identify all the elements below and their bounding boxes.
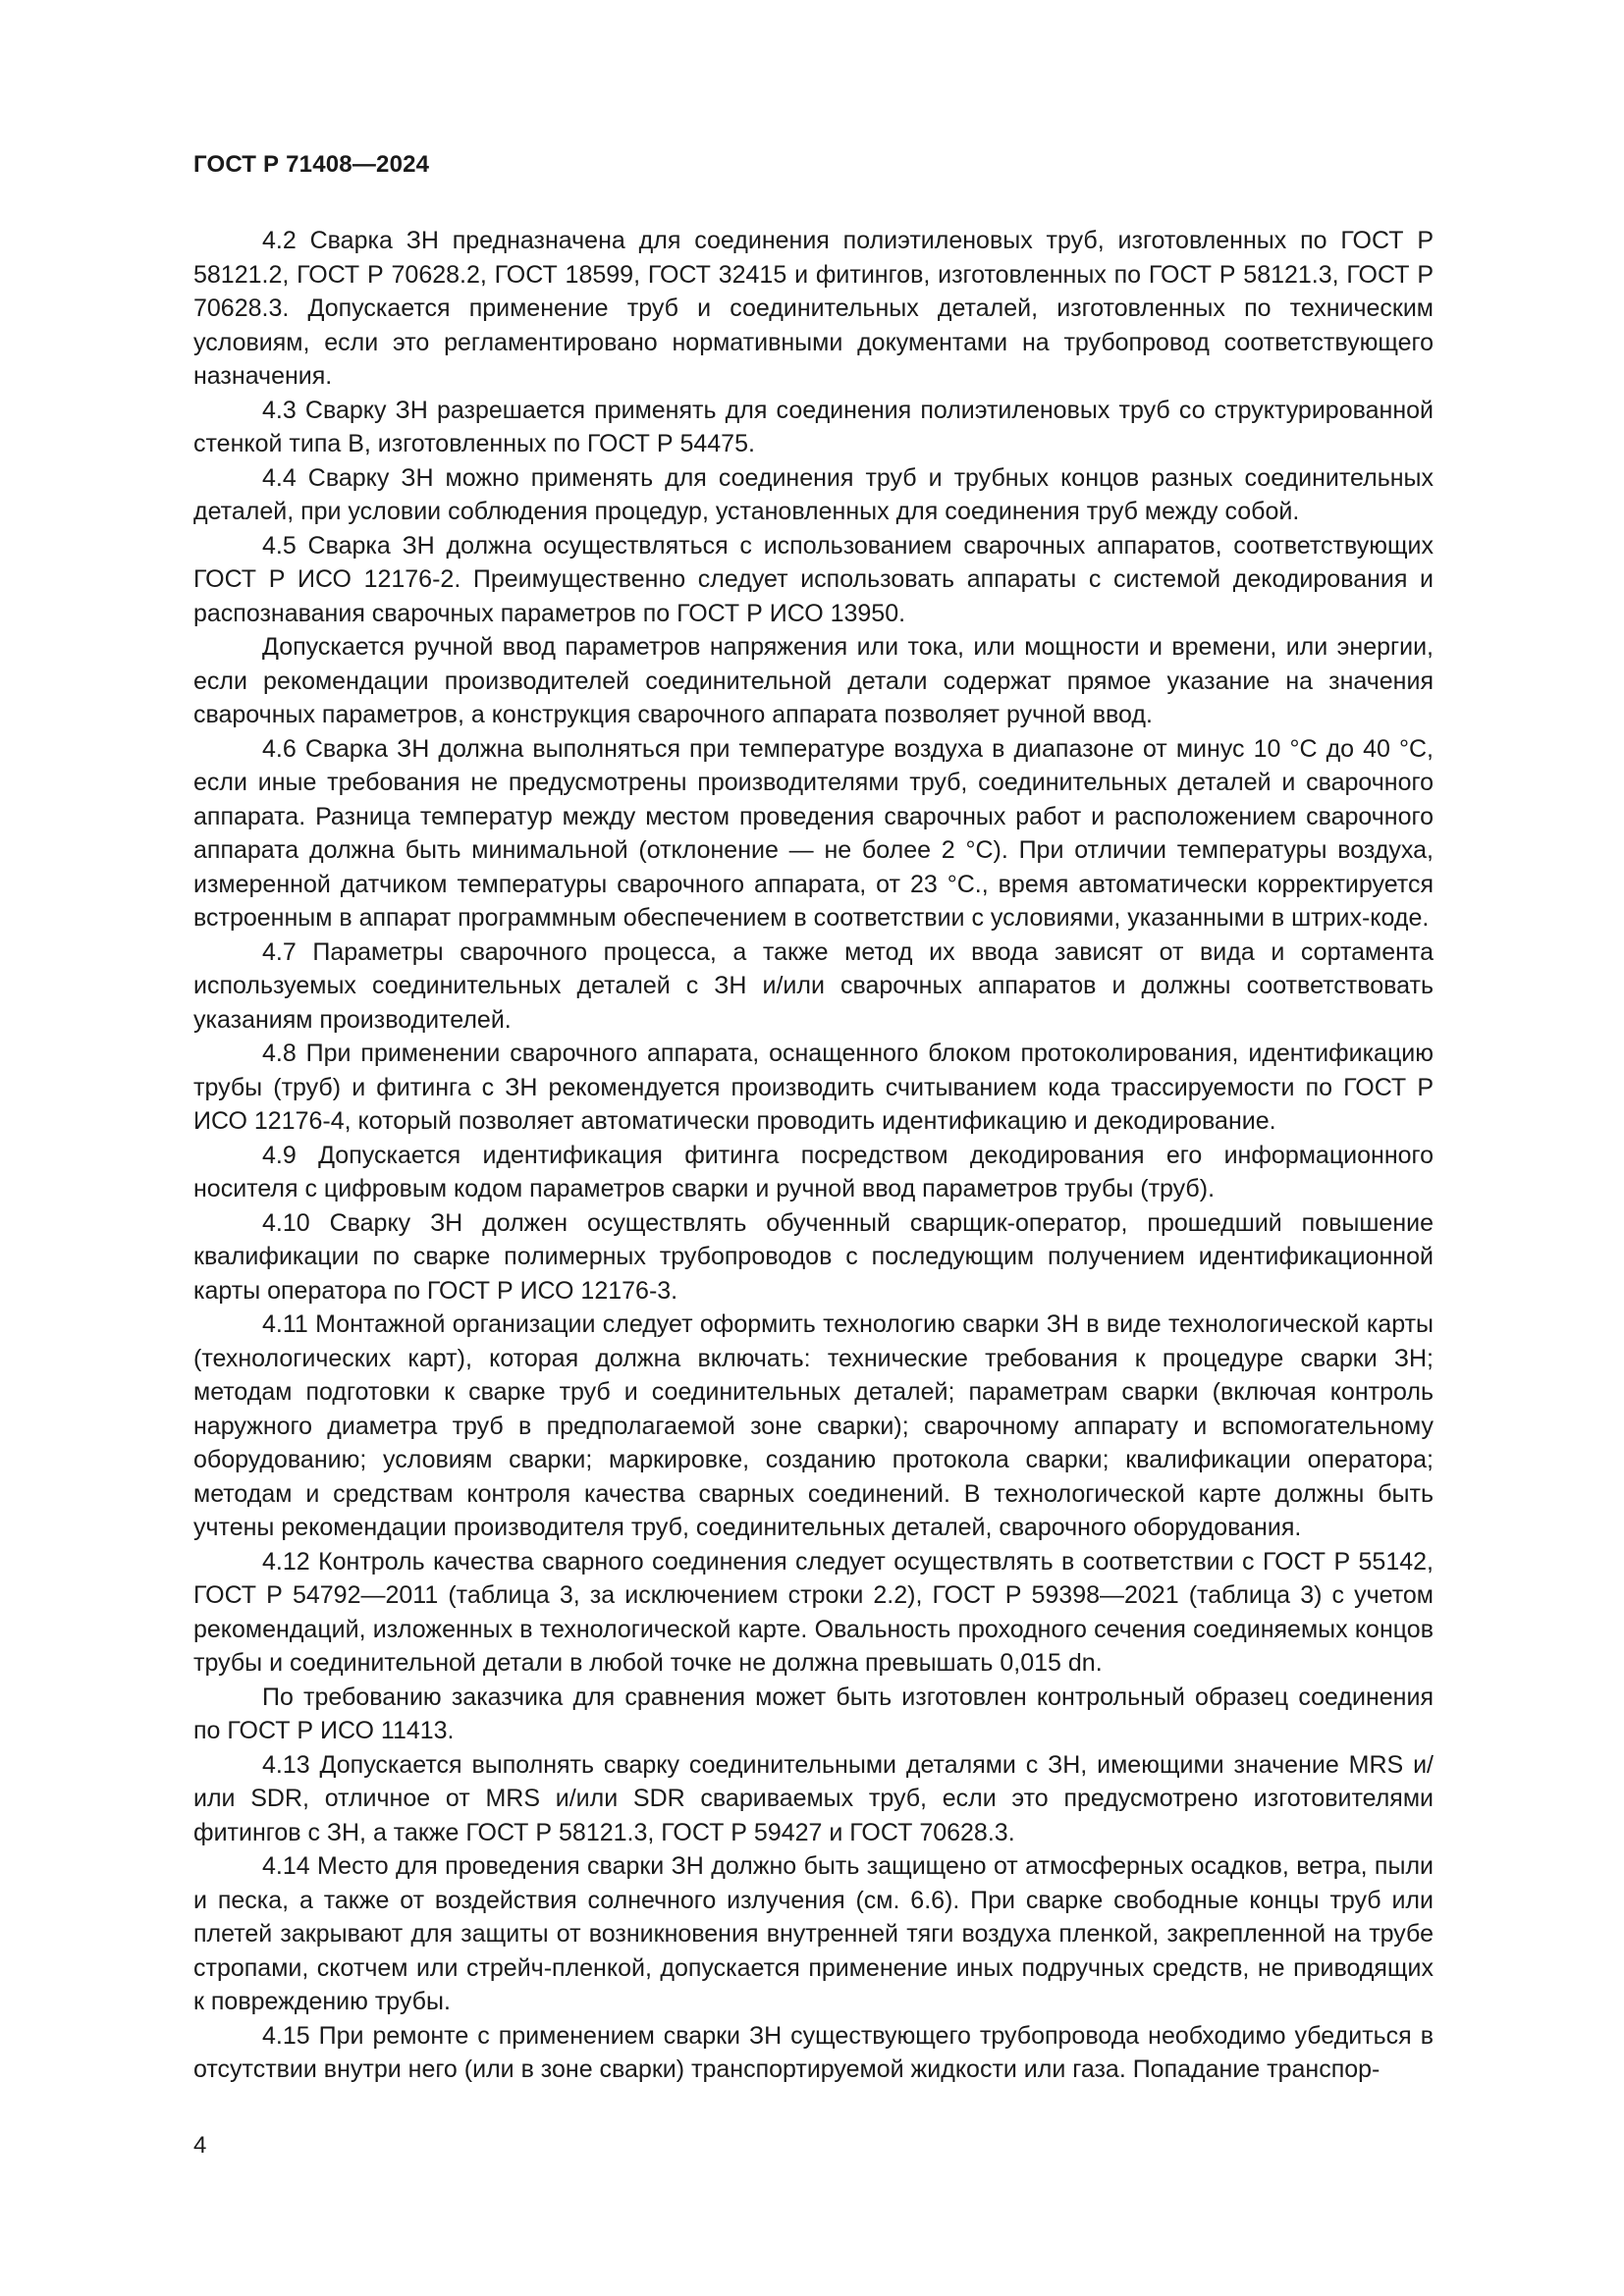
paragraph-4-11: 4.11 Монтажной организации следует оформить технологию сварки ЗН в виде технологической карты (технологических карт), которая должна включать: технические требования к процедуре сварки ЗН; методам подготовки к сварке труб и соединительных деталей; параметрам сварки (включая контроль наружного диаметра труб в предполагаемой зоне сварки); сварочному аппарату и вспомогательному оборудованию; условиям сварки; маркировке, созданию протокола сварки; квалификации оператора; методам и средствам контроля качества сварных соединений. В технологической карте должны быть учтены рекомендации производителя труб, соединительных деталей, сварочного оборудования. [193, 1310, 1434, 1541]
paragraph-4-10: 4.10 Сварку ЗН должен осуществлять обученный сварщик-оператор, прошедший повышение квалификации по сварке полимерных трубопроводов с последующим получением идентификационной карты оператора по ГОСТ Р ИСО 12176-3. [193, 1208, 1434, 1305]
document-body [193, 224, 1434, 2087]
document-code-header: ГОСТ Р 71408—2024 [193, 151, 430, 178]
page-number: 4 [193, 2132, 207, 2159]
paragraph-4-3: 4.3 Сварку ЗН разрешается применять для соединения полиэтиленовых труб со структурированной стенкой типа В, изготовленных по ГОСТ Р 54475. [193, 396, 1434, 457]
paragraph-4-2: 4.2 Сварка ЗН предназначена для соединения полиэтиленовых труб, изготовленных по ГОСТ Р 58121.2, ГОСТ Р 70628.2, ГОСТ 18599, ГОСТ 32415 и фитингов, изготовленных по ГОСТ Р 58121.3, ГОСТ Р 70628.3. Допускается применение труб и соединительных деталей, изготовленных по техническим условиям, если это регламентировано нормативными документами на трубопровод соответствующего назначения. [193, 227, 1434, 390]
paragraph-4-6: 4.6 Сварка ЗН должна выполняться при температуре воздуха в диапазоне от минус 10 °С до 40 °С, если иные требования не предусмотрены производителями труб, соединительных деталей и сварочного аппарата. Разница температур между местом проведения сварочных работ и расположением сварочного аппарата должна быть минимальной (отклонение — не более 2 °С). При отличии температуры воздуха, измеренной датчиком температуры сварочного аппарата, от 23 °С., время автоматически корректируется встроенным в аппарат программным обеспечением в соответствии с условиями, указанными в штрих-коде. [193, 734, 1434, 932]
paragraph-4-8: 4.8 При применении сварочного аппарата, оснащенного блоком протоколирования, идентификацию трубы (труб) и фитинга с ЗН рекомендуется производить считыванием кода трассируемости по ГОСТ Р ИСО 12176-4, который позволяет автоматически проводить идентификацию и декодирование. [193, 1040, 1434, 1135]
paragraph-4-14: 4.14 Место для проведения сварки ЗН должно быть защищено от атмосферных осадков, ветра, пыли и песка, а также от воздействия солнечного излучения (см. 6.6). При сварке свободные концы труб или плетей закрывают для защиты от возникновения внутренней тяги воздуха пленкой, закрепленной на трубе стропами, скотчем или стрейч-пленкой, допускается применение иных подручных средств, не приводящих к повреждению трубы. [193, 1852, 1434, 2015]
paragraph-4-7: 4.7 Параметры сварочного процесса, а также метод их ввода зависят от вида и сортамента используемых соединительных деталей с ЗН и/или сварочных аппаратов и должны соответствовать указаниям производителей. [193, 937, 1434, 1034]
paragraph-4-4: 4.4 Сварку ЗН можно применять для соединения труб и трубных концов разных соединительных деталей, при условии соблюдения процедур, установленных для соединения труб между собой. [193, 463, 1434, 525]
paragraph-4-15: 4.15 При ремонте с применением сварки ЗН существующего трубопровода необходимо убедиться в отсутствии внутри него (или в зоне сварки) транспортируемой жидкости или газа. Попадание транспор- [193, 2021, 1434, 2083]
paragraph-4-5-manual-input: Допускается ручной ввод параметров напряжения или тока, или мощности и времени, или энергии, если рекомендации производителей соединительной детали содержат прямое указание на значения сварочных параметров, а конструкция сварочного аппарата позволяет ручной ввод. [193, 633, 1434, 728]
paragraph-4-12-control-sample: По требованию заказчика для сравнения может быть изготовлен контрольный образец соединения по ГОСТ Р ИСО 11413. [193, 1682, 1434, 1744]
paragraph-4-12: 4.12 Контроль качества сварного соединения следует осуществлять в соответствии с ГОСТ Р 55142, ГОСТ Р 54792—2011 (таблица 3, за исключением строки 2.2), ГОСТ Р 59398—2021 (таблица 3) с учетом рекомендаций, изложенных в технологической карте. Овальность проходного сечения соединяемых концов трубы и соединительной детали в любой точке не должна превышать 0,015 dn. [193, 1547, 1434, 1677]
paragraph-4-13: 4.13 Допускается выполнять сварку соединительными деталями с ЗН, имеющими значение MRS и/или SDR, отличное от MRS и/или SDR свариваемых труб, если это предусмотрено изготовителями фитингов с ЗН, а также ГОСТ Р 58121.3, ГОСТ Р 59427 и ГОСТ 70628.3. [193, 1750, 1434, 1846]
paragraph-4-9: 4.9 Допускается идентификация фитинга посредством декодирования его информационного носителя с цифровым кодом параметров сварки и ручной ввод параметров трубы (труб). [193, 1141, 1434, 1202]
paragraph-4-5: 4.5 Сварка ЗН должна осуществляться с использованием сварочных аппаратов, соответствующих ГОСТ Р ИСО 12176-2. Преимущественно следует использовать аппараты с системой декодирования и распознавания сварочных параметров по ГОСТ Р ИСО 13950. [193, 531, 1434, 627]
